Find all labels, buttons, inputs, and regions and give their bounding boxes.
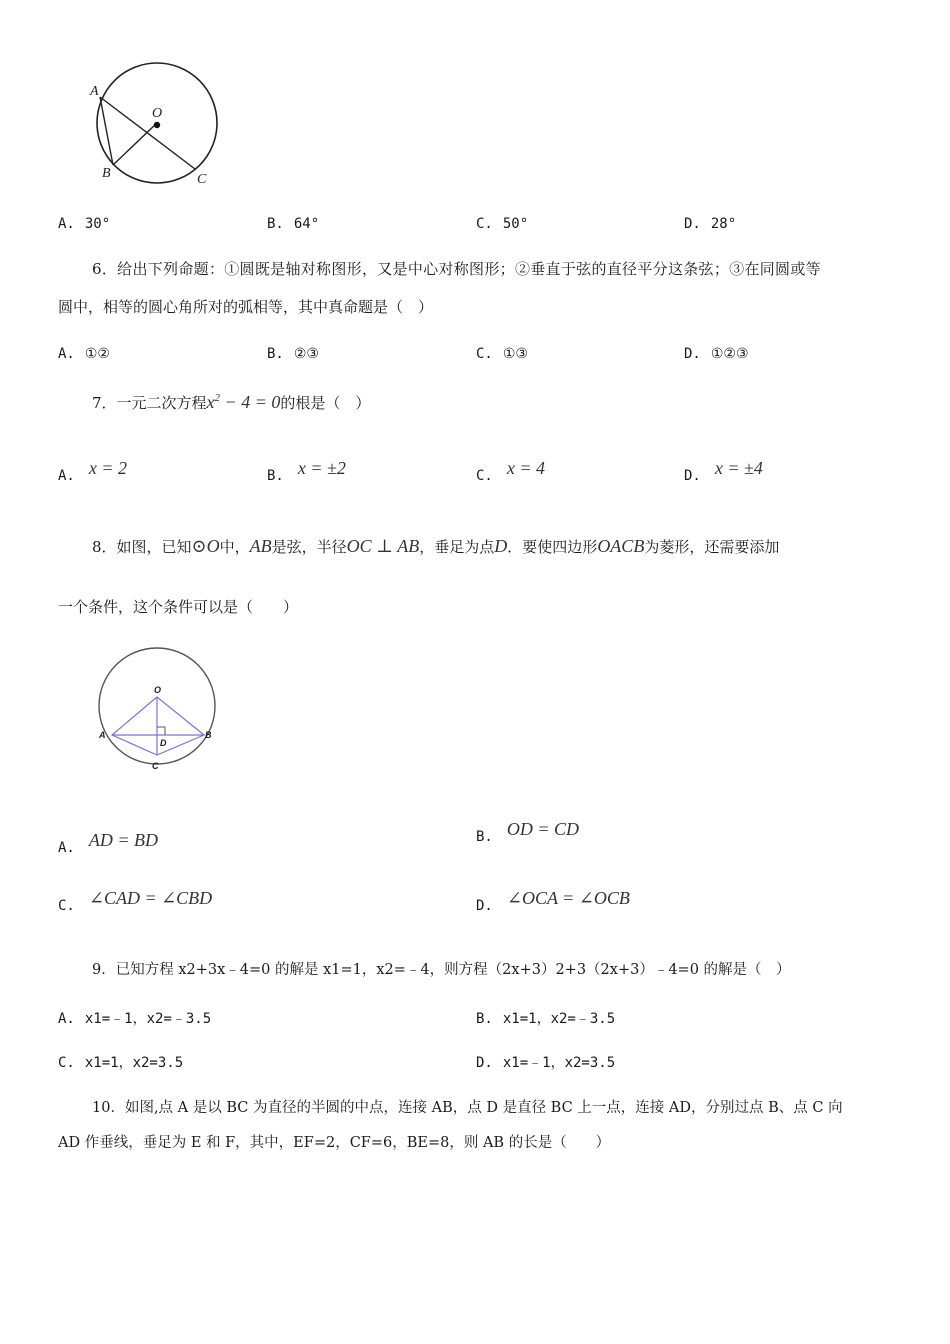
option-text: 28° — [710, 216, 737, 232]
option-math: ∠OCA = ∠OCB — [506, 888, 630, 908]
option-text: x1=1，x2=3.5 — [84, 1055, 184, 1071]
option-letter: B. — [476, 829, 493, 845]
option-letter: B. — [476, 1011, 493, 1027]
option-letter: A. — [58, 840, 75, 856]
q5-option-a[interactable] — [58, 216, 110, 232]
q9-option-a[interactable] — [58, 1008, 211, 1028]
q6-option-a[interactable] — [58, 346, 110, 362]
q9-option-b[interactable] — [476, 1008, 615, 1028]
option-letter: D. — [684, 468, 701, 484]
option-letter: D. — [684, 216, 701, 232]
label-a: A — [99, 730, 106, 740]
quad-oacb — [112, 697, 204, 755]
q7-option-a[interactable] — [58, 458, 127, 485]
q8-stem-line1 — [92, 536, 779, 557]
right-angle-mark — [157, 727, 165, 735]
option-letter: C. — [58, 1055, 75, 1071]
option-text: x1=1，x2=﹣3.5 — [502, 1011, 616, 1027]
q7-suffix: 的根是（ ） — [280, 394, 371, 412]
option-text: ①③ — [502, 346, 528, 362]
option-letter: D. — [684, 346, 701, 362]
q8-option-b[interactable] — [476, 819, 580, 846]
option-math: x = ±2 — [297, 458, 346, 478]
option-letter: B. — [267, 468, 284, 484]
q5-option-b[interactable] — [267, 216, 319, 232]
option-text: ①②③ — [710, 346, 749, 362]
q6-option-b[interactable] — [267, 346, 319, 362]
q8-math: OC ⊥ AB — [346, 536, 420, 556]
q6-stem-line1: 6．给出下列命题：①圆既是轴对称图形，又是中心对称图形；②垂直于弦的直径平分这条弦；③在同圆或等 — [92, 260, 821, 278]
label-o: O — [152, 106, 163, 121]
option-text: 50° — [502, 216, 529, 232]
option-letter: C. — [476, 346, 493, 362]
q7-option-d[interactable] — [684, 458, 763, 485]
q5-option-d[interactable] — [684, 216, 736, 232]
option-math: x = ±4 — [714, 458, 763, 478]
q6-option-d[interactable] — [684, 346, 749, 362]
q9-stem: 9．已知方程 x2+3x﹣4=0 的解是 x1=1，x2=﹣4，则方程（2x+3）2+3（2x+3）﹣4=0 的解是（ ） — [92, 962, 791, 978]
option-letter: D. — [476, 1055, 493, 1071]
q7-option-c[interactable] — [476, 458, 545, 485]
q8-text: ，垂足为点 — [419, 538, 495, 556]
q7-prefix: 7．一元二次方程 — [92, 394, 207, 412]
q8-text: 中， — [219, 538, 250, 556]
q10-stem-line1: 10．如图,点 A 是以 BC 为直径的半圆的中点，连接 AB，点 D 是直径 BC 上一点，连接 AD，分别过点 B、点 C 向 — [92, 1100, 843, 1116]
q7-option-b[interactable] — [267, 458, 346, 485]
option-text: 30° — [84, 216, 111, 232]
q8-option-d[interactable] — [476, 888, 630, 915]
q8-stem-line2: 一个条件，这个条件可以是（ ） — [58, 598, 299, 616]
option-text: x1=﹣1，x2=3.5 — [502, 1055, 616, 1071]
option-math: x = 4 — [506, 458, 545, 478]
option-letter: C. — [476, 216, 493, 232]
label-a: A — [90, 84, 99, 99]
q8-option-a[interactable] — [58, 830, 158, 857]
label-b: B — [205, 730, 212, 740]
label-o: O — [154, 685, 162, 695]
option-letter: A. — [58, 216, 75, 232]
eq-base: x — [206, 392, 215, 412]
q8-math: OACB — [597, 536, 645, 556]
option-math: OD = CD — [506, 819, 580, 839]
option-text: x1=﹣1，x2=﹣3.5 — [84, 1011, 212, 1027]
q6-stem-line2: 圆中，相等的圆心角所对的弧相等，其中真命题是（ ） — [58, 298, 434, 316]
label-c: C — [152, 761, 159, 771]
option-letter: B. — [267, 216, 284, 232]
q8-text: 8．如图，已知 — [92, 538, 192, 556]
q8-text: ．要使四边形 — [507, 538, 598, 556]
label-c: C — [197, 172, 207, 187]
q8-math: ⊙O — [191, 536, 220, 556]
q9-option-c[interactable] — [58, 1052, 183, 1072]
option-letter: A. — [58, 468, 75, 484]
label-d: D — [160, 738, 167, 748]
q8-text: 是弦，半径 — [271, 538, 347, 556]
option-text: 64° — [293, 216, 320, 232]
eq-rest: − 4 = 0 — [220, 392, 281, 412]
eq-exponent: 2 — [214, 392, 221, 404]
figure-rhombus-circle — [92, 644, 222, 774]
option-letter: A. — [58, 346, 75, 362]
option-letter: B. — [267, 346, 284, 362]
q8-math: AB — [249, 536, 272, 556]
q10-stem-line2: AD 作垂线，垂足为 E 和 F，其中，EF=2，CF=6，BE=8，则 AB 的长是（ ） — [58, 1135, 611, 1151]
q9-option-d[interactable] — [476, 1052, 615, 1072]
q8-option-c[interactable] — [58, 888, 213, 915]
q6-option-c[interactable] — [476, 346, 528, 362]
label-b: B — [102, 166, 111, 181]
figure-circle-abc — [85, 55, 225, 195]
q8-math: D — [494, 536, 508, 556]
option-math: x = 2 — [88, 458, 127, 478]
option-letter: A. — [58, 1011, 75, 1027]
option-letter: C. — [58, 898, 75, 914]
q7-stem — [92, 392, 370, 413]
option-text: ②③ — [293, 346, 319, 362]
q8-text: 为菱形，还需要添加 — [644, 538, 780, 556]
option-letter: D. — [476, 898, 493, 914]
option-math: ∠CAD = ∠CBD — [88, 888, 213, 908]
option-math: AD = BD — [88, 830, 158, 850]
q5-option-c[interactable] — [476, 216, 528, 232]
option-letter: C. — [476, 468, 493, 484]
q7-equation — [207, 392, 281, 412]
chord-bo — [113, 123, 157, 165]
center-point-o — [154, 122, 160, 128]
option-text: ①② — [84, 346, 110, 362]
